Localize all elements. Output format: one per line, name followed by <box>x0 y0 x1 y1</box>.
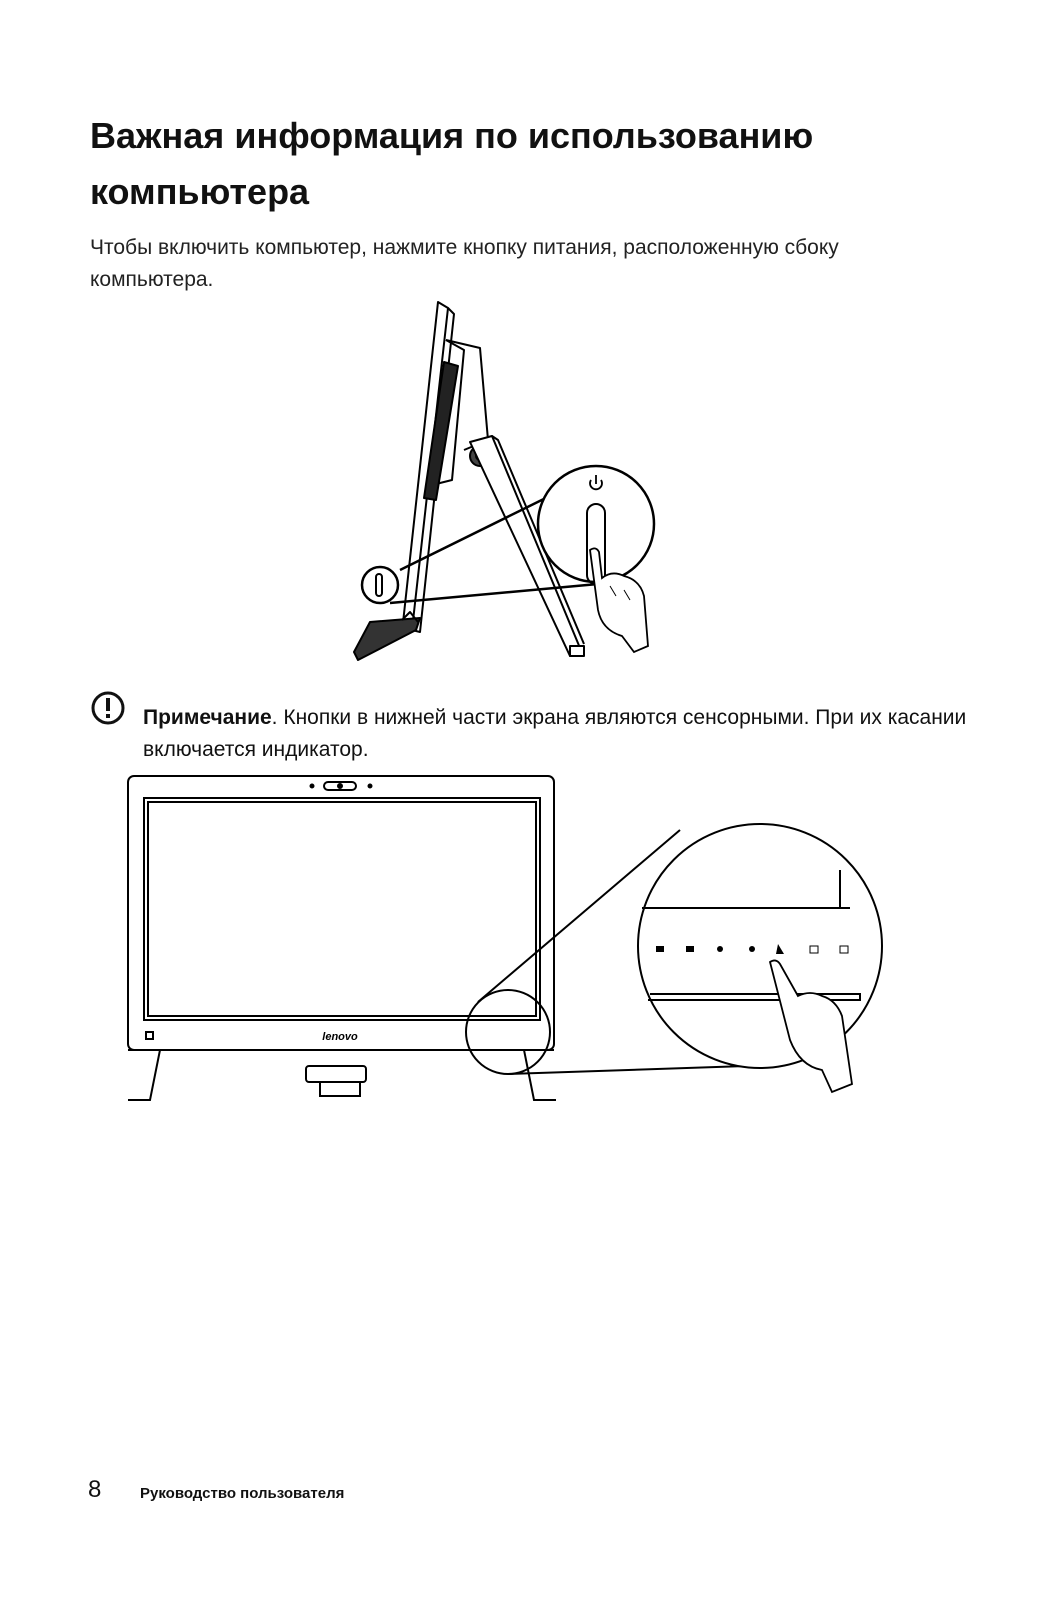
front-view-illustration <box>120 770 890 1110</box>
intro-paragraph: Чтобы включить компьютер, нажмите кнопку питания, расположенную сбоку компьютера. <box>90 236 839 291</box>
volume-down-button-icon <box>686 946 694 952</box>
footer-title: Руководство пользователя <box>140 1485 345 1502</box>
side-view-illustration <box>340 300 670 670</box>
exclamation-circle-icon <box>90 690 126 726</box>
note-paragraph <box>143 702 1003 766</box>
volume-mute-button-icon <box>656 946 664 952</box>
brightness-down-button-icon <box>717 946 723 952</box>
lenovo-logo: lenovo <box>322 1031 358 1043</box>
note-label: Примечание <box>143 706 272 729</box>
brightness-up-button-icon <box>749 946 755 952</box>
page-title: Важная информация по использованию компьютера <box>90 115 814 212</box>
note-text: . Кнопки в нижней части экрана являются сенсорными. При их касании включается индикатор. <box>143 706 967 761</box>
page-number: 8 <box>88 1476 102 1503</box>
